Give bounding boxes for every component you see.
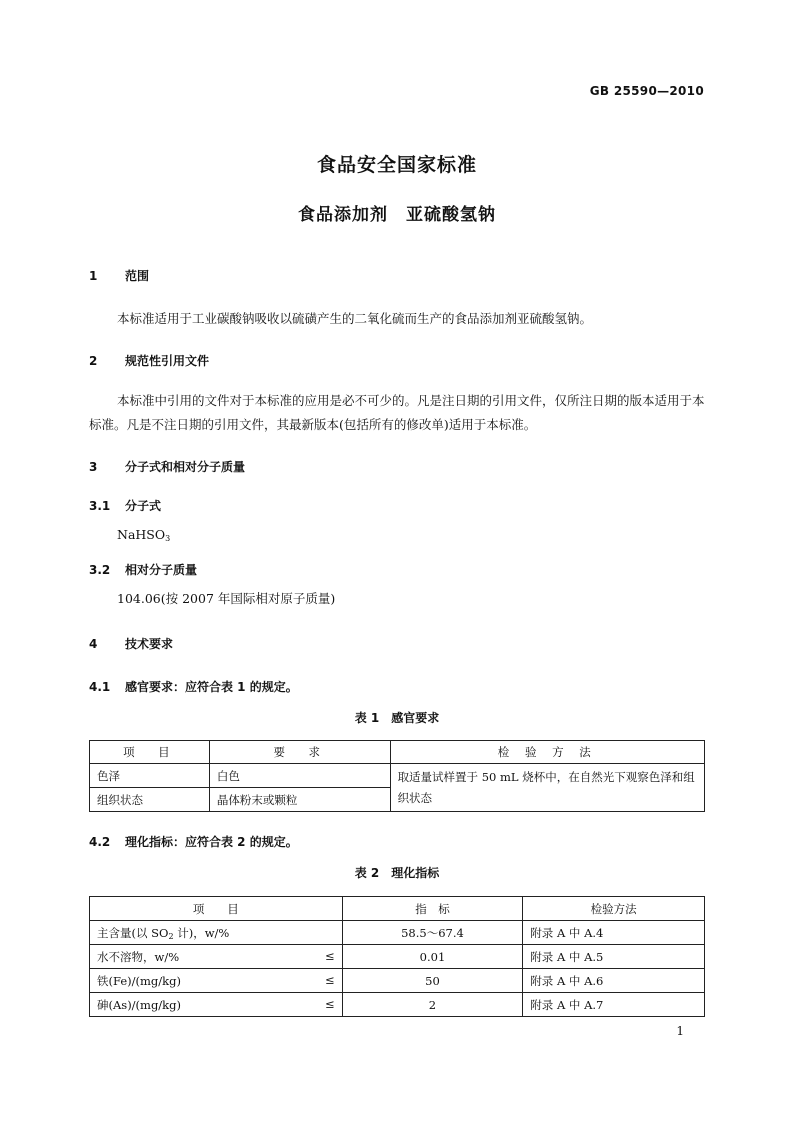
item-cell — [90, 945, 343, 969]
header-cell: 要 求 — [209, 741, 390, 764]
molecular-formula — [117, 523, 170, 551]
section-title: 规范性引用文件 — [125, 354, 210, 368]
value-cell: 58.5～67.4 — [342, 921, 523, 945]
table-row — [90, 764, 705, 788]
section-3-2-heading — [89, 561, 197, 578]
section-3-1-heading — [89, 497, 161, 514]
value-cell: 2 — [342, 993, 523, 1017]
section-title: 分子式和相对分子质量 — [125, 460, 246, 474]
table-header-row — [90, 741, 705, 764]
item-text: 铁(Fe)/(mg/kg) — [97, 973, 181, 988]
item-text: 主含量(以 SO — [97, 925, 169, 940]
section-number: 4 — [89, 637, 98, 651]
item-cell — [90, 969, 343, 993]
page-number: 1 — [676, 1024, 684, 1038]
requirement-cell: 晶体粉末或颗粒 — [209, 788, 390, 812]
section-3-heading — [89, 458, 245, 475]
section-1-heading — [89, 267, 149, 284]
item-cell — [90, 921, 343, 945]
section-title: 相对分子质量 — [125, 563, 198, 577]
comparison-symbol: ≤ — [324, 996, 335, 1011]
comparison-symbol: ≤ — [324, 948, 335, 963]
value-cell: 0.01 — [342, 945, 523, 969]
document-subtitle: 食品添加剂 亚硫酸氢钠 — [298, 205, 496, 225]
header-cell: 项 目 — [90, 741, 210, 764]
formula-main: NaHSO — [117, 527, 166, 542]
section-1-body: 本标准适用于工业碳酸钠吸收以硫磺产生的二氧化硫而生产的食品添加剂亚硫酸氢钠。 — [117, 311, 593, 326]
table-row — [90, 921, 705, 945]
section-title: 理化指标：应符合表 2 的规定。 — [125, 835, 298, 849]
section-4-2-heading — [89, 833, 298, 850]
item-cell: 色泽 — [90, 764, 210, 788]
header-cell: 检验方法 — [523, 897, 705, 921]
method-cell: 取适量试样置于 50 mL 烧杯中，在自然光下观察色泽和组织状态 — [390, 764, 704, 812]
section-4-1-heading — [89, 678, 298, 695]
section-title: 分子式 — [125, 499, 162, 513]
formula-subscript: 3 — [165, 534, 171, 543]
molecular-weight: 104.06(按 2007 年国际相对原子质量) — [117, 591, 336, 606]
item-text: 砷(As)/(mg/kg) — [97, 997, 181, 1012]
section-4-heading — [89, 635, 173, 652]
section-number: 1 — [89, 269, 98, 283]
method-cell: 附录 A 中 A.4 — [523, 921, 705, 945]
item-cell — [90, 993, 343, 1017]
section-title: 技术要求 — [125, 637, 174, 651]
table-1-caption: 表 1 感官要求 — [354, 711, 440, 725]
table-header-row — [90, 897, 705, 921]
section-title: 感官要求：应符合表 1 的规定。 — [125, 680, 298, 694]
value-cell: 50 — [342, 969, 523, 993]
section-number: 3 — [89, 460, 98, 474]
method-cell: 附录 A 中 A.7 — [523, 993, 705, 1017]
section-number: 3.2 — [89, 563, 111, 577]
physicochemical-table — [89, 896, 705, 1017]
section-2-body: 本标准中引用的文件对于本标准的应用是必不可少的。凡是注日期的引用文件，仅所注日期的版本适用于本标准。凡是不注日期的引用文件，其最新版本(包括所有的修改单)适用于本标准。 — [89, 393, 705, 432]
standard-number: GB 25590—2010 — [589, 84, 704, 98]
header-cell: 项 目 — [90, 897, 343, 921]
table-row — [90, 969, 705, 993]
header-cell: 检 验 方 法 — [390, 741, 704, 764]
item-cell: 组织状态 — [90, 788, 210, 812]
requirement-cell: 白色 — [209, 764, 390, 788]
table-row — [90, 945, 705, 969]
table-row — [90, 993, 705, 1017]
method-cell: 附录 A 中 A.5 — [523, 945, 705, 969]
item-text: 水不溶物，w/% — [97, 949, 180, 964]
table-2-caption: 表 2 理化指标 — [354, 866, 440, 880]
item-text-tail: 计)，w/% — [173, 925, 230, 940]
section-number: 4.2 — [89, 835, 111, 849]
section-number: 2 — [89, 354, 98, 368]
header-cell: 指 标 — [342, 897, 523, 921]
section-number: 3.1 — [89, 499, 111, 513]
section-title: 范围 — [125, 269, 150, 283]
item-subscript: 2 — [168, 931, 174, 941]
method-cell: 附录 A 中 A.6 — [523, 969, 705, 993]
section-number: 4.1 — [89, 680, 111, 694]
comparison-symbol: ≤ — [324, 972, 335, 987]
document-title: 食品安全国家标准 — [316, 154, 477, 176]
section-2-heading — [89, 352, 209, 369]
sensory-requirements-table — [89, 740, 705, 812]
